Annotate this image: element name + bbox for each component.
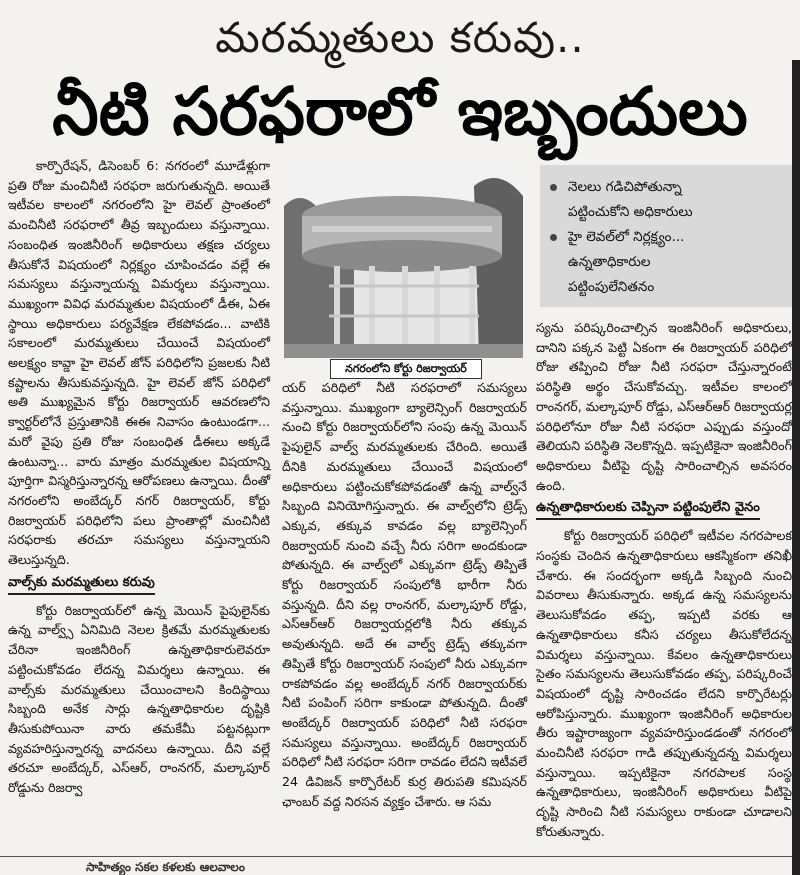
paragraph: కోర్టు రిజర్వాయర్‌లో ఉన్న మెయిన్ పైపులైన్‌కు ఉన్న వాల్వ్స్ ఏనిమిది నెలల క్రితమే మరమ్మతులకు చేరినా ఇంజినీరింగ్ ఉన్నతాధికారులెవరూ పట్టించుకోవడం లేదన్న విమర్శలు ఉన్నాయి. ఈ వాల్స్‌కు మరమ్మతులు చేయించాలని కిందిస్థాయి సిబ్బంది అనేక సార్లు ఉన్నతాధికారుల దృష్టికి తీసుకుపోయినా వారు తమకేమీ పట్టనట్లుగా వ్యవహరిస్తున్నారన్న వాదనలు ఉన్నాయి. దీని వల్లే తరచూ అంబేద్కర్, ఎస్‌ఆర్, రాంనగర్, మల్కాపూర్ రోడ్డును రిజర్వా: [8, 602, 270, 796]
highlight-line: హై లెవల్‌లో నిర్లక్ష్యం...: [568, 229, 685, 245]
highlight-line: పట్టింపులేనితనం: [568, 279, 655, 295]
paragraph: స్యను పరిష్కరించాల్సిన ఇంజినీరింగ్ అధికారులు, దానిని పక్కన పెట్టి ఏకంగా ఈ రిజర్వాయర్ పరిధిలో రోజు తప్పించి రోజు నీటి సరఫరా చేస్తున్నారంటే పరిస్థితి అర్థం చేసుకోవచ్చు. ఇటీవల కాలంలో రాంనగర్, మల్కాపూర్ రోడ్డు, ఎస్‌ఆర్‌ఆర్ రిజర్వాయర్ల పరిధిలోనూ రోజు నీటి సరఫరా ఎప్పుడు వస్తుందో తెలియని పరిస్థితి నెలకొన్నది. ఇప్పటికైనా ఇంజినీరింగ్ అధికారులు వీటిపై దృష్టి సారించాల్సిన అవసరం ఉంది.: [536, 320, 792, 493]
divider: [0, 856, 792, 857]
next-headline: సాహిత్యం సకల కళలకు ఆలవాలం: [86, 860, 245, 874]
article-column-3: [536, 318, 792, 842]
subheading: వాల్స్‌కు మరమ్మతులు కరువు: [8, 574, 155, 595]
headline: నీటి సరఫరాలో ఇబ్బందులు: [52, 73, 748, 150]
kicker: మరమ్మతులు కరువు..: [215, 13, 585, 62]
highlight-line: పట్టించుకోని అధికారులు: [568, 204, 693, 220]
article-column-2: [282, 378, 527, 811]
paragraph: కోర్టు రిజర్వాయర్ పరిధిలో ఇటీవల నగరపాలక సంస్థకు చెందిన ఉన్నతాధికారులు ఆకస్మికంగా తనిఖీ చేశారు. ఈ సందర్భంగా అక్కడి సిబ్బంది నుంచి వివరాలు తీసుకున్నారు. అక్కడ ఉన్న సమస్యలను తెలుసుకోవడం తప్ప, ఇప్పటి వరకు ఆ ఉన్నతాధికారులు కనీస చర్యలు తీసుకోలేదన్న విమర్శలు వస్తున్నాయి. కేవలం ఉన్నతాధికారులు సైతం సమస్యలను తెలుసుకోవడం తప్ప, పరిష్కరించే విషయంలో దృష్టి సారించడం లేదని కార్పొరేటర్లు ఆరోపిస్తున్నారు. ముఖ్యంగా ఇంజినీరింగ్ అధికారుల తీరు ఇష్టారాజ్యంగా వ్యవహరిస్తుండడంతో నగరంలో మంచినీటి సరఫరా గాడి తప్పుతున్నదన్న విమర్శలు వస్తున్నాయి. ఇప్పటికైనా నగరపాలక సంస్థ ఉన్నతాధికారులు, ఇంజినీరింగ్ అధికారులు వీటిపై దృష్టి సారించి నీటి సమస్యలు రాకుండా చూడాలని కోరుతున్నారు.: [536, 528, 792, 839]
paragraph: కార్పొరేషన్, డిసెంబర్ 6: నగరంలో మూడేళ్లుగా ప్రతి రోజు మంచినీటి సరఫరా జరుగుతున్నది. అయితే ఇటీవల కాలంలో నగరంలోని హై లెవల్ ప్రాంతంలో మంచినీటి సరఫరాలో తీవ్ర ఇబ్బందులు వస్తున్నాయి. సంబంధిత ఇంజినీరింగ్ అధికారులు తక్షణ చర్యలు తీసుకోనే విషయంలో నిర్లక్ష్యం చూపించడం వల్లే ఈ సమస్యలు వస్తున్నాయన్న విమర్శలు వస్తున్నాయి. ముఖ్యంగా వివిధ మరమ్మతుల విషయంలో డీఈ, ఏఈ స్థాయి అధికారులు పర్యవేక్షణ లేకపోవడం... వాటికి సకాలంలో మరమ్మతులు చేయించే విషయంలో అలక్ష్యం కావ్డా హై లెవల్ జోన్ పరిధిలోని ప్రజలకు నీటి కష్టాలను తీసుకువస్తున్నది. హై లెవల్ జోన్ పరిధిలో అతి ముఖ్యమైన కోర్టు రిజర్వాయర్ ఆవరణలోని క్వార్టర్‌లోనే ప్రస్తుతానికి ఈఈ నివాసం ఉంటుండగా... మరో వైపు ప్రతి రోజు సంబంధిత డీఈలు అక్కడే ఉంటున్నా... వారు మాత్రం మరమ్మతుల విషయాన్ని పూర్తిగా విస్మరిస్తున్నారన్న ఆరోపణలు ఉన్నాయి. దీంతో నగరంలోని అంబేద్కర్ నగర్ రిజర్వాయర్, కోర్టు రిజర్వాయర్ పరిధిలోని పలు ప్రాంతాల్లో మంచినీటి సరఫరాకు తరచూ సమస్యలు వస్తున్నాయని తెలుస్తున్నది.: [8, 158, 270, 568]
highlight-item: [550, 225, 793, 300]
subheading: ఉన్నతాధికారులకు చెప్పినా పట్టింపులేని వైనం: [536, 499, 760, 520]
paragraph: యర్ పరిధిలో నీటి సరఫరాలో సమస్యలు వస్తున్నాయి. ముఖ్యంగా బ్యాలెన్సింగ్ రిజర్వాయర్ నుంచి కోర్టు రిజర్వాయర్‌లోని సంపు ఉన్న మెయిన్ పైపులైన్ వాల్వ్ మరమ్మతులకు చేరింది. అయితే దీనికి మరమ్మతులు చేయించే విషయంలో అధికారులు పట్టించుకోకపోవడంతో ఉన్న వాల్వ్‌నే సిబ్బంది వినియోగిస్తున్నారు. ఈ వాల్వ్‌లోని ట్రెడ్స్ ఎక్కువ, తక్కువ కావడం వల్ల బ్యాలెన్సింగ్ రిజర్వాయర్ నుంచి వచ్చే నీరు సరిగా అందకుండా పోతున్నది. ఈ వాల్వ్‌లో ఎక్కువగా ట్రెడ్స్ తిప్పితే కోర్టు రిజర్వాయర్ సంపులోకి భారీగా నీరు వస్తున్నది. దీని వల్ల రాంనగర్, మల్కాపూర్ రోడ్డు, ఎస్‌ఆర్‌ఆర్ రిజర్వాయర్లలోకి నీరు తక్కువ అవుతున్నది. అదే ఈ వాల్వ్ ట్రెడ్స్ తక్కువగా తిప్పితే కోర్టు రిజర్వాయర్ సంపులో నీరు ఎక్కువగా రాకపోవడం వల్ల అంబేద్కర్ నగర్ రిజర్వాయర్‌కు నీటి పంపింగ్ సరిగా కాకుండా పోతున్నది. దీంతో అంబేద్కర్ రిజర్వాయర్ పరిధిలో నీటి సరఫరా సమస్యలు వస్తున్నాయి. అంబేద్కర్ రిజర్వాయర్ పరిధిలో నీటి సరఫరా సరిగా రావడం లేదని ఇటీవలే 24 డివిజన్ కార్పొరేటర్ కుర్ర తిరుపతి కమిషనర్ ఛాంబర్ వద్ద నిరసన వ్యక్తం చేశారు. ఆ సమ: [282, 380, 527, 809]
photo-caption: నగరంలోని కోర్టు రిజర్వాయర్: [330, 359, 482, 379]
page-edge: [792, 60, 800, 875]
highlight-line: నెలలు గడిచిపోతున్నా: [568, 179, 682, 195]
bullet-icon: [550, 234, 557, 241]
article-column-1: [8, 156, 270, 798]
next-article-strip: [0, 856, 800, 875]
highlight-line: ఉన్నతాధికారుల: [568, 254, 651, 270]
bullet-icon: [550, 184, 557, 191]
highlight-item: [550, 175, 793, 225]
reservoir-photo: [284, 166, 523, 358]
reservoir-illustration: [284, 166, 523, 358]
highlights-box: [540, 165, 793, 307]
